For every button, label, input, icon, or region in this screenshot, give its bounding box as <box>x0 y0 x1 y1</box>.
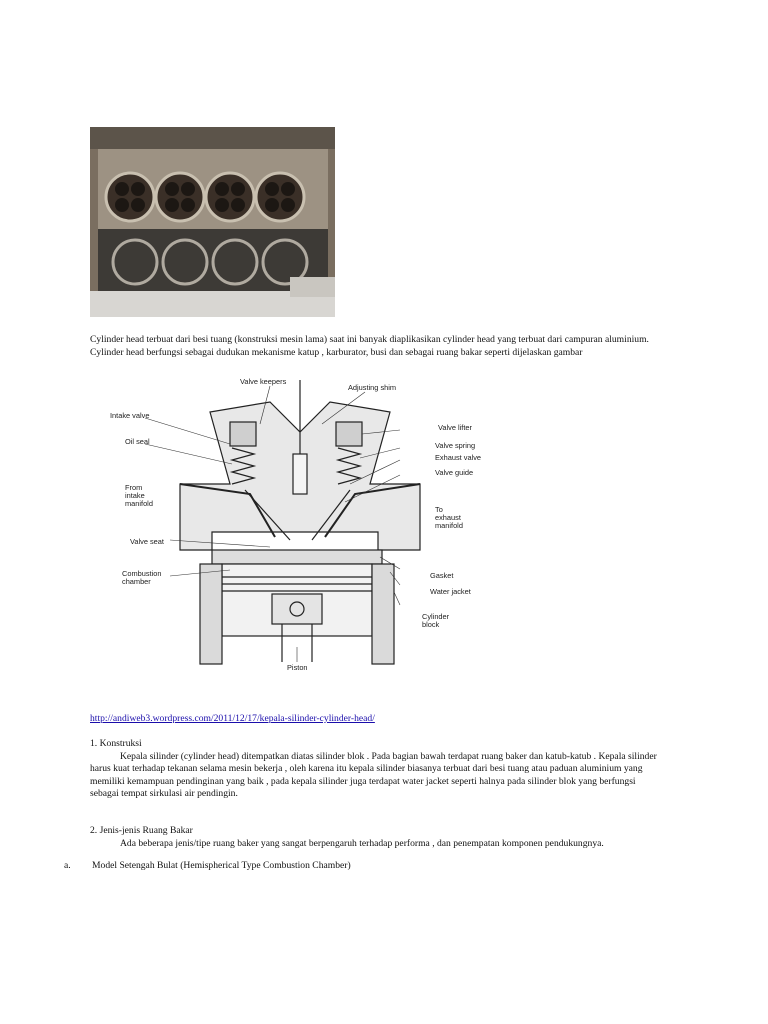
label-intake-valve: Intake valve <box>110 411 150 420</box>
section1-line-4: sebagai tempat sirkulasi air pendingin. <box>90 788 238 800</box>
cylinder-head-photo <box>90 127 335 317</box>
section1-line-2: harus kuat terhadap tekanan selama mesin bekerja , oleh karena itu kepala silinder biasanya terbuat dari besi tuang atau paduan aluminium yang <box>90 763 643 775</box>
label-manifold-intake: manifold <box>125 499 153 508</box>
label-valve-guide: Valve guide <box>435 468 474 477</box>
label-manifold-exhaust: manifold <box>435 521 463 530</box>
section-jenis-ruang-bakar <box>90 825 690 850</box>
intro-paragraph <box>90 334 690 359</box>
section2-heading: 2. Jenis-jenis Ruang Bakar <box>90 825 193 836</box>
label-valve-keepers: Valve keepers <box>240 377 287 386</box>
label-exhaust-valve: Exhaust valve <box>435 453 482 462</box>
label-oil-seal: Oil seal <box>125 437 150 446</box>
section1-line-3: memiliki kemampuan pendinginan yang baik , pada kepala silinder juga terdapat water jacket seperti halnya pada silinder blok yang berfungsi <box>90 775 636 787</box>
label-valve-lifter: Valve lifter <box>438 423 472 432</box>
intro-line-2: Cylinder head berfungsi sebagai dudukan mekanisme katup , karburator, busi dan sebagai ruang bakar seperti dijelaskan gambar <box>90 346 583 358</box>
label-adjusting-shim: Adjusting shim <box>348 383 397 392</box>
label-intake: intake <box>125 491 145 500</box>
label-chamber: chamber <box>122 577 151 586</box>
cylinder-head-diagram-art <box>100 372 490 672</box>
section1-heading: 1. Konstruksi <box>90 738 142 749</box>
section1-line-1: Kepala silinder (cylinder head) ditempatkan diatas silinder blok . Pada bagian bawah terdapat ruang baker dan katub-katub . Kepala silinder <box>120 750 657 762</box>
label-cylinder: Cylinder <box>422 612 450 621</box>
label-block: block <box>422 620 440 629</box>
source-link[interactable]: http://andiweb3.wordpress.com/2011/12/17/kepala-silinder-cylinder-head/ <box>90 713 375 724</box>
label-combustion: Combustion <box>122 569 162 578</box>
intro-line-1: Cylinder head terbuat dari besi tuang (konstruksi mesin lama) saat ini banyak diaplikasikan cylinder head yang terbuat dari campuran aluminium. <box>90 334 649 345</box>
section-konstruksi <box>90 738 690 801</box>
label-to: To <box>435 505 443 514</box>
label-valve-spring: Valve spring <box>435 441 476 450</box>
cylinder-head-photo-art <box>90 127 335 317</box>
label-water-jacket: Water jacket <box>430 587 471 596</box>
label-exhaust: exhaust <box>435 513 461 522</box>
list-item-a-text: Model Setengah Bulat (Hemispherical Type Combustion Chamber) <box>92 860 351 871</box>
label-from: From <box>125 483 143 492</box>
label-gasket: Gasket <box>430 571 454 580</box>
label-piston: Piston <box>287 663 308 672</box>
cylinder-head-diagram <box>100 372 490 672</box>
list-item-a-marker: a. <box>64 860 71 871</box>
label-valve-seat: Valve seat <box>130 537 164 546</box>
section2-line: Ada beberapa jenis/tipe ruang baker yang sangat berpengaruh terhadap performa , dan penempatan komponen pendukungnya. <box>120 837 604 849</box>
